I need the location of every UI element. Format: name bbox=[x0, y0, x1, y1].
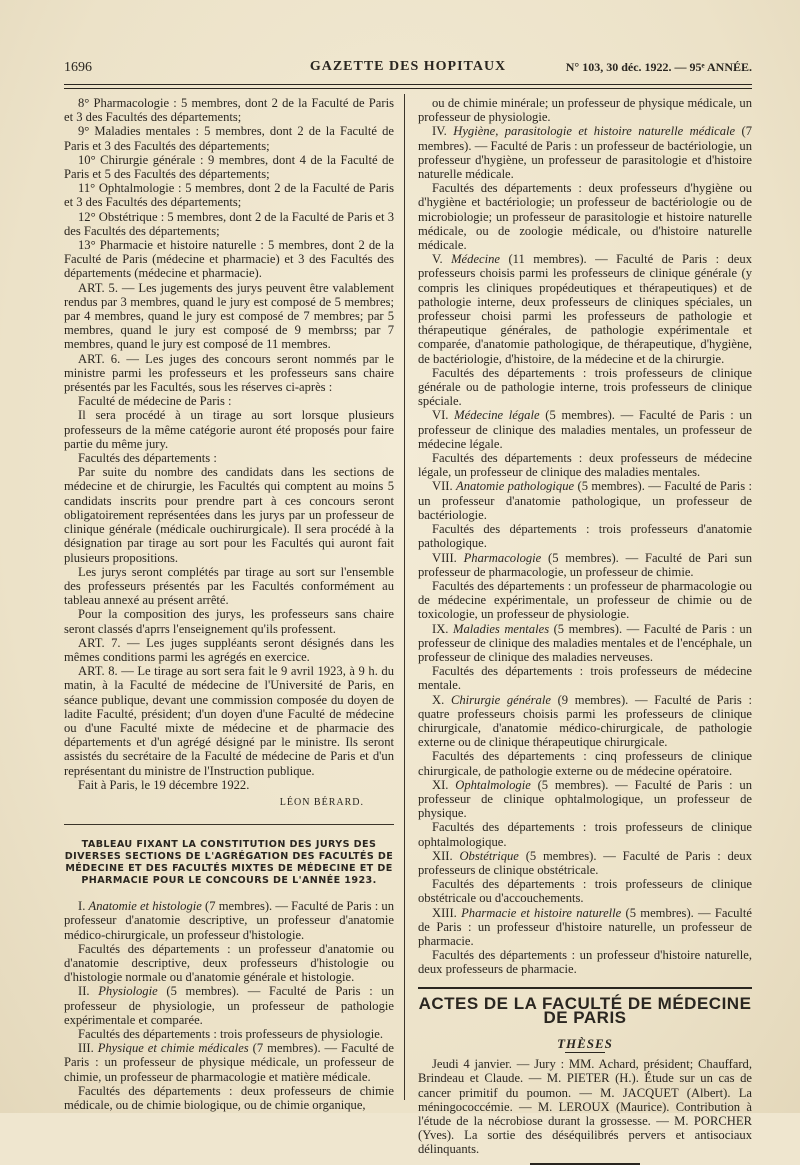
section-paragraph bbox=[418, 579, 752, 622]
section-text: (5 membres). — Faculté de Paris : un professeur de physiologie, un professeur de pathologie expérimentale et comparée. bbox=[64, 984, 394, 1027]
paragraph: Par suite du nombre des candidats dans les sections de médecine et de chirurgie, les Facultés qui comptent au moins 5 candidats inscrits pour prendre part à ces concours seront obligatoirement représentées dans les jurys par un professeur de clinique générale (médicale ouchirurgicale). Il sera procédé à la désignation par tirage au sort pour les Facultés qui auront fait plusieurs propositions. bbox=[64, 465, 394, 565]
section-text: (5 membres). — Faculté de Paris : un professeur de clinique des maladies mentales et de l'encéphale, un professeur de clinique des maladies nerveuses. bbox=[418, 621, 752, 664]
section-paragraph bbox=[64, 942, 394, 985]
section-number: III. bbox=[78, 1041, 94, 1056]
right-sections bbox=[418, 124, 752, 976]
section-name: Physiologie bbox=[98, 984, 158, 999]
section-number: IV. bbox=[432, 124, 447, 139]
section-paragraph bbox=[418, 849, 752, 877]
signature: LÉON BÉRARD. bbox=[279, 796, 364, 808]
section-text: Facultés des départements : trois professeurs de clinique obstétricale ou d'accouchements. bbox=[418, 877, 752, 906]
section-text: Facultés des départements : trois professeurs de clinique générale ou de pathologie interne, trois professeurs de clinique spéciale. bbox=[418, 365, 752, 409]
section-text: (5 membres). — Faculté de Paris : un professeur de clinique des maladies mentales, un professeur de médecine légale. bbox=[418, 408, 752, 451]
paragraph: ou de chimie minérale; un professeur de physique médicale, un professeur de physiologie. bbox=[418, 96, 752, 125]
page-header bbox=[64, 58, 752, 80]
right-paragraphs bbox=[418, 96, 752, 124]
section-name: Obstétrique bbox=[459, 848, 519, 863]
left-paragraphs bbox=[64, 96, 394, 792]
section-number: I. bbox=[78, 899, 86, 914]
section-number: XII. bbox=[432, 848, 453, 863]
section-name: Physique et chimie médicales bbox=[97, 1041, 249, 1056]
section-name: Hygiène, parasitologie et histoire naturelle médicale bbox=[453, 124, 736, 139]
section-paragraph bbox=[418, 820, 752, 848]
paragraph: ART. 7. — Les juges suppléants seront désignés dans les mêmes conditions parmi les agrégés en exercice. bbox=[64, 635, 394, 664]
section-paragraph bbox=[418, 877, 752, 905]
section-number: II. bbox=[78, 984, 90, 999]
section-paragraph bbox=[418, 948, 752, 976]
theses-title: THÈSES bbox=[557, 1036, 613, 1051]
paragraph: 12° Obstétrique : 5 membres, dont 2 de la Faculté de Paris et 3 des Facultés des départements; bbox=[64, 209, 394, 238]
table-title: TABLEAU FIXANT LA CONSTITUTION DES JURYS DES DIVERSES SECTIONS DE L'AGRÉGATION DES FACULTÉS DE MÉDECINE ET DES FACULTÉS MIXTES DE MÉDECINE ET DE PHARMACIE POUR LE CONCOURS DE L'ANNÉE 1923. bbox=[64, 839, 394, 887]
section-paragraph bbox=[64, 1027, 394, 1041]
paragraph: Facultés des départements : bbox=[78, 451, 217, 466]
paragraph: ART. 6. — Les juges des concours seront nommés par le ministre parmi les professeurs et les professeurs sans chaire présentés par les Facultés, sous les réserves ci-après : bbox=[64, 351, 394, 395]
section-number: XI. bbox=[432, 777, 449, 792]
issue-info: N° 103, 30 déc. 1922. — 95ᵉ ANNÉE. bbox=[565, 60, 752, 74]
section-paragraph bbox=[418, 622, 752, 665]
left-column bbox=[64, 96, 394, 1112]
section-paragraph bbox=[418, 479, 752, 522]
section-number: IX. bbox=[432, 621, 449, 636]
section-text: Facultés des départements : un professeur d'anatomie ou d'anatomie descriptive, deux professeurs d'histologie ou d'histologie normale ou d'anatomie générale et histologie. bbox=[64, 941, 394, 985]
section-text: (5 membres). — Faculté de Paris : deux professeurs de clinique obstétricale. bbox=[418, 848, 752, 877]
journal-title: GAZETTE DES HOPITAUX bbox=[309, 59, 507, 74]
section-paragraph bbox=[64, 1041, 394, 1084]
section-name: Ophtalmologie bbox=[455, 777, 531, 792]
section-text: Facultés des départements : un professeur de pharmacologie ou de médecine expérimentale, un professeur de chimie ou de toxicologie, un professeur de physiologie. bbox=[418, 578, 752, 622]
section-name: Anatomie pathologique bbox=[456, 479, 575, 494]
section-text: Facultés des départements : trois professeurs de médecine mentale. bbox=[418, 664, 752, 693]
section-number: VIII. bbox=[432, 550, 457, 565]
end-rule bbox=[530, 1163, 640, 1165]
paragraph: 11° Ophtalmologie : 5 membres, dont 2 de la Faculté de Paris et 3 des Facultés des départements; bbox=[64, 181, 394, 210]
section-text: (7 membres). — Faculté de Paris : un professeur de physique médicale, un professeur de chimie, un professeur de pharmacologie et matière médicale. bbox=[64, 1041, 394, 1084]
theses-text: Jeudi 4 janvier. — Jury : MM. Achard, président; Chauffard, Brindeau et Claude. — M. PIETER (H.). Étude sur un cas de cancer primitif du poumon. — M. JACQUET (Albert). La méningococcémie. — M. LEROUX (Maurice). Contribution à l'étude de la nécrobiose durant la grossesse. — M. PORCHER (Yves). La sortie des déséquilibrés pervers et antisociaux délinquants. bbox=[418, 1057, 752, 1157]
right-column bbox=[418, 96, 752, 1165]
section-paragraph bbox=[418, 664, 752, 692]
section-text: (5 membres). — Faculté de Paris : un professeur d'anatomie pathologique, un professeur de bactériologie. bbox=[418, 479, 752, 522]
section-text: Facultés des départements : cinq professeurs de clinique chirurgicale, de pathologie externe ou de médecine opératoire. bbox=[418, 749, 752, 778]
paragraph: 10° Chirurgie générale : 9 membres, dont 4 de la Faculté de Paris et 5 des Facultés des départements; bbox=[64, 152, 394, 182]
section-paragraph bbox=[418, 451, 752, 479]
section-text: (5 membres). — Faculté de Paris : un professeur d'histoire naturelle, un professeur de pharmacie. bbox=[418, 905, 752, 948]
section-name: Maladies mentales bbox=[452, 621, 550, 636]
section-paragraph bbox=[418, 522, 752, 550]
section-number: VII. bbox=[432, 479, 453, 494]
section-text: Facultés des départements : trois professeurs de clinique ophtalmologique. bbox=[418, 820, 752, 849]
paragraph: 13° Pharmacie et histoire naturelle : 5 membres, dont 2 de la Faculté de Paris (médecine et pharmacie) et 3 des Facultés des départements (médecine et pharmacie). bbox=[64, 238, 394, 281]
section-text: Facultés des départements : deux professeurs d'hygiène ou d'hygiène et bactériologie; un professeur de bactériologie ou de microbiologie; un professeur de parasitologie et histoire naturelle médicale, ou de zoologie médicale, ou d'histoire naturelle médicale. bbox=[418, 181, 752, 253]
section-paragraph bbox=[418, 181, 752, 252]
section-name: Pharmacie et histoire naturelle bbox=[461, 905, 622, 920]
paragraph: Pour la composition des jurys, les professeurs sans chaire seront classés d'aprrs l'enseignement qu'ils professent. bbox=[64, 607, 394, 636]
paragraph: 9° Maladies mentales : 5 membres, dont 2 de la Faculté de Paris et 3 des Facultés des départements; bbox=[64, 124, 394, 153]
section-paragraph bbox=[418, 408, 752, 451]
section-text: (9 membres). — Faculté de Paris : quatre professeurs choisis parmi les professeurs de clinique chirurgicale, d'anatomie médico-chirurgicale, de pathologie externe ou de clinique thérapeutique chirurgicale. bbox=[418, 692, 752, 750]
section-paragraph bbox=[418, 366, 752, 409]
header-rule bbox=[64, 84, 752, 89]
section-paragraph bbox=[64, 899, 394, 942]
section-text: (5 membres). — Faculté de Pari sun professeur de pharmacologie, un professeur de chimie. bbox=[418, 550, 752, 579]
section-text: (5 membres). — Faculté de Paris : un professeur de clinique ophtalmologique, un professeur de physique. bbox=[418, 777, 752, 821]
section-name: Médecine bbox=[451, 252, 501, 267]
section-paragraph bbox=[418, 749, 752, 777]
page-number: 1696 bbox=[64, 60, 92, 75]
paragraph: ART. 8. — Le tirage au sort sera fait le 9 avril 1923, à 9 h. du matin, à la Faculté de médecine de l'Université de Paris, en séance publique, devant une commission composée du doyen de ladite Faculté, président; d'un doyen d'une Faculté de médecine ou d'une Faculté mixte de médecine et de pharmacie des départements et d'un agrégé désigné par le ministre. Ils seront assistés du secrétaire de la Faculté de médecine de Paris et d'un représentant du ministre de l'Instruction publique. bbox=[64, 664, 394, 778]
section-name: Anatomie et histologie bbox=[88, 899, 202, 914]
section-text: Facultés des départements : deux professeurs de chimie médicale, ou de chimie biologique, ou de chimie organique, bbox=[64, 1083, 394, 1112]
section-paragraph bbox=[418, 124, 752, 181]
section-paragraph bbox=[418, 252, 752, 366]
paragraph: Il sera procédé à un tirage au sort lorsque plusieurs professeurs de la même catégorie auront été proposés pour faire partie du même jury. bbox=[64, 408, 394, 451]
paragraph: ART. 5. — Les jugements des jurys peuvent être valablement rendus par 3 membres, quand le jury est composé de 5 membres; par 4 membres, quand le jury est composé de 7 membres; par 5 membres, quand le jury est composé de 9 membrss; par 7 membres, quand le jury est composé de 11 membres. bbox=[64, 280, 394, 352]
paragraph: Fait à Paris, le 19 décembre 1922. bbox=[78, 777, 250, 792]
section-text: Facultés des départements : trois professeurs de physiologie. bbox=[78, 1026, 383, 1041]
section-paragraph bbox=[418, 551, 752, 579]
section-text: Facultés des départements : trois professeurs d'anatomie pathologique. bbox=[418, 522, 752, 551]
section-name: Chirurgie générale bbox=[450, 692, 551, 707]
section-text: (7 membres). — Faculté de Paris : un professeur de bactériologie, un professeur d'hygiène, un professeur de parasitologie et d'histoire naturelle médicale. bbox=[418, 124, 752, 182]
section-number: V. bbox=[432, 252, 443, 267]
section-paragraph bbox=[418, 906, 752, 949]
acts-title: ACTES DE LA FACULTÉ DE MÉDECINE DE PARIS bbox=[418, 987, 752, 1033]
section-paragraph bbox=[418, 693, 752, 750]
section-number: X. bbox=[432, 692, 445, 707]
paragraph: 8° Pharmacologie : 5 membres, dont 2 de la Faculté de Paris et 3 des Facultés des départements; bbox=[64, 96, 394, 125]
section-paragraph bbox=[418, 778, 752, 821]
section-name: Pharmacologie bbox=[463, 550, 542, 565]
section-text: Facultés des départements : deux professeurs de médecine légale, un professeur de clinique des maladies mentales. bbox=[418, 451, 752, 480]
theses-rule bbox=[565, 1052, 605, 1053]
left-sections bbox=[64, 899, 394, 1112]
section-text: (11 membres). — Faculté de Paris : deux professeurs choisis parmi les professeurs de clinique générale (y compris les cliniques propédeutiques et thérapeutiques) et de pathologie interne, deux professeurs de cliniques spéciales, un professeur choisi parmi les professeurs de pathologie et thérapeutique générales, de pathologie expérimentale et comparée, d'anatomie pathologique, de thérapeutique, d'hygiène, de bactériologie, d'histoire, de la médecine et de la chirurgie. bbox=[418, 252, 752, 366]
paragraph: Faculté de médecine de Paris : bbox=[78, 394, 232, 409]
paragraph: Les jurys seront complétés par tirage au sort sur l'ensemble des professeurs présentés par les Facultés conformément au tableau annexé au présent arrêté. bbox=[64, 564, 394, 608]
section-name: Médecine légale bbox=[454, 408, 540, 423]
section-text: (7 membres). — Faculté de Paris : un professeur d'anatomie descriptive, un professeur d'anatomie médico-chirurgicale, un professeur d'histologie. bbox=[64, 899, 395, 942]
section-separator bbox=[64, 824, 394, 825]
section-text: Facultés des départements : un professeur d'histoire naturelle, deux professeurs de pharmacie. bbox=[418, 948, 752, 977]
column-divider bbox=[404, 94, 405, 1100]
section-number: XIII. bbox=[432, 905, 457, 920]
section-paragraph bbox=[64, 1084, 394, 1112]
section-paragraph bbox=[64, 984, 394, 1027]
section-number: VI. bbox=[432, 408, 449, 423]
